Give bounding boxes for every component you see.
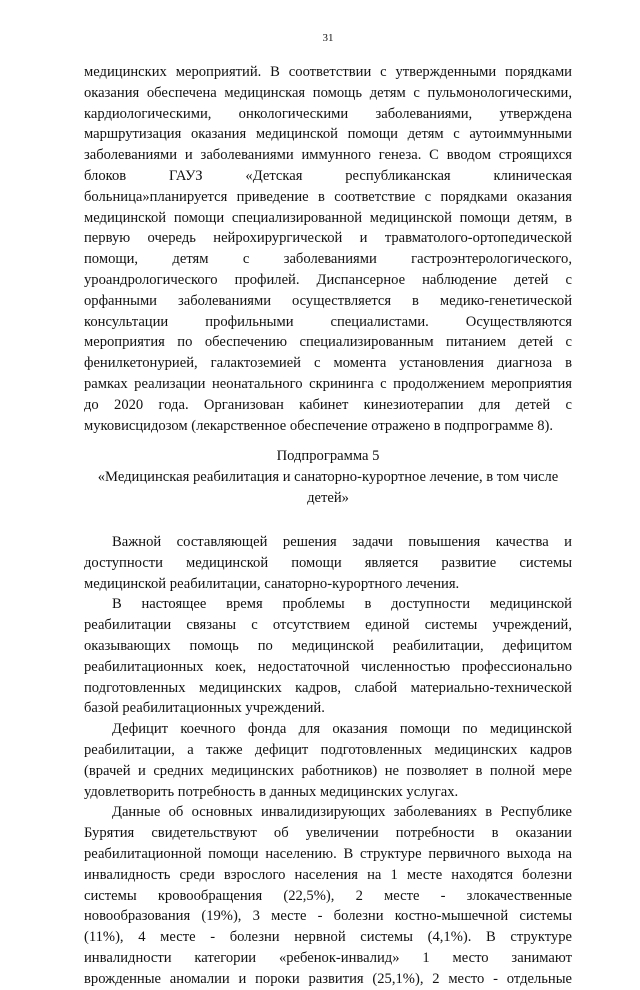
text-line: врожденные аномалии и пороки развития (25,1%), 2 место - отдельные [84,970,572,987]
text-line: подготовленных медицинских кадров, слабой материально-технической [84,679,572,696]
page-number: 31 [322,32,334,44]
text-line: Важной составляющей решения задачи повышения качества и [112,534,572,550]
text-line: реабилитационной помощи населению. В структуре первичного выхода на [84,845,572,862]
text-line: муковисцидозом (лекарственное обеспечение отражено в подпрограмме 8). [84,417,554,434]
document-page [84,0,572,987]
text-line: инвалидность среди взрослого населения на 1 месте находятся болезни [84,866,572,883]
text-line: Данные об основных инвалидизирующих заболеваниях в Республике [112,804,572,821]
text-line: доступности медицинской помощи является развитие системы [84,554,572,571]
text-line: первую очередь нейрохирургической и травматолого-ортопедической [84,230,572,247]
text-line: фенилкетонурией, галактоземией с момента установления диагноза в [84,355,572,372]
text-line: медицинской реабилитации, санаторно-курортного лечения. [84,575,460,592]
text-line: консультации профильными специалистами. Осуществляются [84,313,572,330]
text-line: реабилитации связаны с отсутствием единой системы учреждений, [84,617,572,634]
text-line: медицинских мероприятий. В соответствии с утвержденными порядками [84,64,572,80]
paragraph [84,594,572,719]
text-line: (11%), 4 месте - болезни нервной системы (4,1%). В структуре [84,929,572,946]
text-line: системы кровообращения (22,5%), 2 месте - злокачественные [84,887,572,904]
text-line: помощи, детям с заболеваниями гастроэнтерологического, [84,251,572,268]
text-line: медицинской помощи специализированной медицинской помощи детям, в [84,209,572,226]
text-line: оказывающих помощь по медицинской реабилитации, дефицитом [84,637,572,654]
text-line: больница»планируется приведение в соответствие с порядками оказания [84,188,572,205]
text-line: орфанными заболеваниями осуществляется в медико-генетической [84,292,572,309]
text-line: уроандрологического профилей. Диспансерное наблюдение детей с [84,271,572,288]
text-line: оказания обеспечена медицинская помощь детям с пульмонологическими, [84,84,572,101]
text-line: реабилитационных коек, недостаточной численностью профессионально [84,658,572,675]
text-line: базой реабилитационных учреждений. [84,700,325,717]
heading-line: Подпрограмма 5 [276,448,380,464]
text-line: заболеваниями и заболеваниями иммунного генеза. С вводом строящихся [84,147,572,164]
text-line: маршрутизация оказания медицинской помощи детям с аутоиммунными [84,126,572,143]
heading-line: детей» [307,489,349,506]
paragraph [84,532,572,594]
text-line: инвалидности категории «ребенок-инвалид» 1 место занимают [84,949,572,966]
paragraph-continuation [84,62,572,436]
text-line: Бурятия свидетельствуют об увеличении потребности в оказании [84,825,572,842]
text-line: до 2020 года. Организован кабинет кинезиотерапии для детей с [84,396,572,413]
text-line: удовлетворить потребность в данных медицинских услугах. [84,783,459,800]
text-line: блоков ГАУЗ «Детская республиканская клиническая [84,167,572,184]
paragraph [84,719,572,802]
text-line: реабилитации, а также дефицит подготовленных медицинских кадров [84,741,572,758]
text-line: новообразования (19%), 3 месте - болезни костно-мышечной системы [84,908,572,925]
text-line: рамках реализации неонатального скрининга с продолжением мероприятия [84,375,572,392]
paragraph [84,802,572,989]
heading-line: «Медицинская реабилитация и санаторно-курортное лечение, в том числе [97,468,559,485]
text-line: Дефицит коечного фонда для оказания помощи по медицинской [112,721,572,738]
text-line: кардиологическими, онкологическими заболеваниями, утверждена [84,105,572,122]
text-line: мероприятия по обеспечению специализированным питанием детей с [84,334,572,351]
section-heading [84,446,572,508]
text-line: (врачей и средних медицинских работников) не позволяет в полной мере [84,762,572,779]
text-line: В настоящее время проблемы в доступности медицинской [112,596,572,613]
